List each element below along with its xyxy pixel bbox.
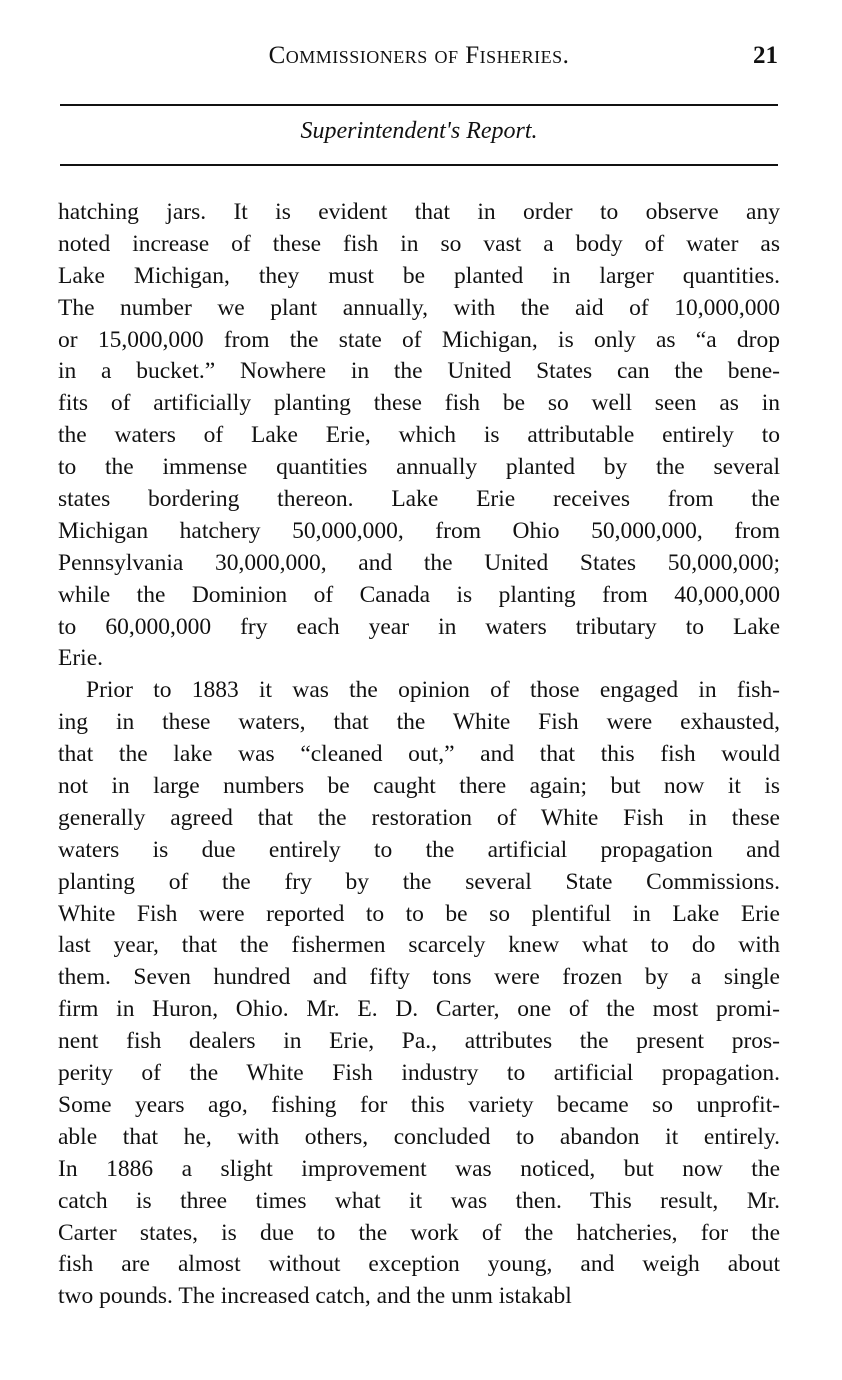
text-line: Pennsylvania 30,000,000, and the United States 50,000,000; (58, 549, 780, 576)
running-title: Commissioners of Fisheries. (268, 42, 570, 69)
text-line: to the immense quantities annually planted by the several (58, 454, 780, 481)
text-line: generally agreed that the restoration of White Fish in these (58, 804, 780, 831)
text-line: hatching jars. It is evident that in order to observe any (58, 199, 780, 225)
text-line: Erie. (58, 645, 104, 672)
text-line: or 15,000,000 from the state of Michigan, is only as “a drop (58, 326, 780, 353)
text-line: to 60,000,000 fry each year in waters tributary to Lake (58, 613, 780, 640)
paragraph (58, 675, 780, 1313)
text-line: Some years ago, fishing for this variety became so unprofit- (58, 1091, 780, 1118)
header-rule-bottom (60, 164, 778, 166)
text-line: them. Seven hundred and fifty tons were frozen by a single (58, 964, 780, 991)
text-line: fits of artificially planting these fish be so well seen as in (58, 390, 780, 417)
text-line: Carter states, is due to the work of the hatcheries, for the (58, 1219, 780, 1246)
text-line: firm in Huron, Ohio. Mr. E. D. Carter, one of the most promi- (58, 996, 780, 1023)
text-line: two pounds. The increased catch, and the unm istakabl (58, 1283, 572, 1310)
header-rule-top (60, 104, 778, 106)
text-line: able that he, with others, concluded to abandon it entirely. (58, 1123, 780, 1150)
text-line: not in large numbers be caught there again; but now it is (58, 773, 780, 800)
text-line: ing in these waters, that the White Fish were exhausted, (58, 709, 780, 736)
text-line: that the lake was “cleaned out,” and that this fish would (58, 741, 780, 768)
running-head (60, 42, 778, 76)
paragraph (58, 197, 780, 675)
text-line: while the Dominion of Canada is planting from 40,000,000 (58, 581, 780, 608)
text-line: last year, that the fishermen scarcely knew what to do with (58, 932, 780, 959)
text-line: perity of the White Fish industry to artificial propagation. (58, 1060, 780, 1087)
text-line: White Fish were reported to to be so plentiful in Lake Erie (58, 900, 780, 927)
body-text (58, 197, 780, 1313)
section-heading: Superintendent's Report. (300, 118, 538, 144)
text-line: catch is three times what it was then. This result, Mr. (58, 1187, 780, 1214)
page-number: 21 (753, 42, 778, 69)
text-line: Michigan hatchery 50,000,000, from Ohio 50,000,000, from (58, 517, 780, 544)
text-line: waters is due entirely to the artificial propagation and (58, 836, 780, 863)
text-line: Lake Michigan, they must be planted in larger quantities. (58, 262, 780, 289)
text-line: the waters of Lake Erie, which is attributable entirely to (58, 422, 780, 449)
text-line: The number we plant annually, with the aid of 10,000,000 (58, 294, 780, 321)
text-line: planting of the fry by the several State Commissions. (58, 868, 780, 895)
text-line: in a bucket.” Nowhere in the United States can the bene- (58, 358, 780, 385)
text-line: fish are almost without exception young, and weigh about (58, 1251, 780, 1278)
text-line: In 1886 a slight improvement was noticed, but now the (58, 1155, 780, 1182)
text-line: states bordering thereon. Lake Erie receives from the (58, 486, 780, 513)
text-line: nent fish dealers in Erie, Pa., attributes the present pros- (58, 1028, 780, 1055)
text-line: noted increase of these fish in so vast a body of water as (58, 230, 780, 257)
text-line: Prior to 1883 it was the opinion of those engaged in fish- (86, 677, 780, 704)
